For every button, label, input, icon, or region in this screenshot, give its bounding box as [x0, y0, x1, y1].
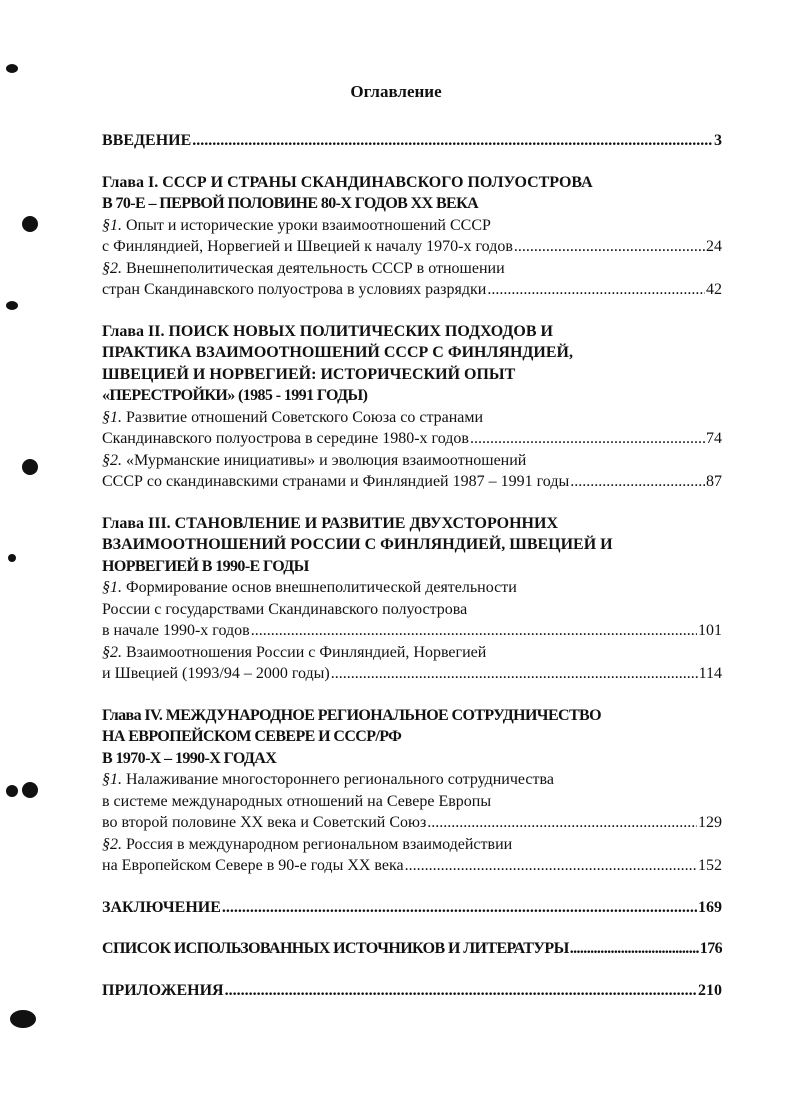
section-title: Скандинавского полуострова в середине 1980-х годов	[102, 430, 469, 447]
leader-dots	[487, 279, 705, 301]
section-title: с Финляндией, Норвегией и Швецией к началу 1970-х годов	[102, 238, 513, 255]
leader-dots	[570, 471, 705, 493]
leader-dots	[405, 855, 697, 877]
chapter-heading-cont[interactable]: НОРВЕГИЕЙ В 1990-Е ГОДЫ	[102, 557, 309, 575]
toc-entry-section[interactable]	[102, 236, 722, 258]
section-line	[102, 642, 722, 664]
section-mark: §1.	[102, 216, 122, 234]
chapter-heading[interactable]: Глава IV. МЕЖДУНАРОДНОЕ РЕГИОНАЛЬНОЕ СОТРУДНИЧЕСТВО	[102, 706, 601, 724]
leader-dots	[470, 428, 705, 450]
section-line	[102, 450, 722, 472]
toc-entry-section[interactable]	[102, 855, 722, 877]
toc-entry-section[interactable]	[102, 620, 722, 642]
section-line	[102, 215, 722, 237]
section-title[interactable]: Опыт и исторические уроки взаимоотношений СССР	[126, 216, 491, 234]
section-title: на Европейском Севере в 90-е годы ХХ века	[102, 857, 404, 874]
page-number: 114	[698, 665, 722, 682]
page-number: 42	[706, 281, 722, 298]
leader-dots	[427, 812, 697, 834]
leader-dots	[514, 236, 705, 258]
section-mark: §2.	[102, 259, 122, 277]
chapter-2	[102, 321, 722, 493]
section-line	[102, 407, 722, 429]
section-mark: §1.	[102, 771, 122, 788]
page-number: 152	[698, 857, 722, 874]
section-mark: §2.	[102, 451, 122, 469]
hole-punch	[22, 782, 38, 798]
toc-entry-appendix[interactable]	[102, 980, 722, 1002]
leader-dots	[225, 980, 697, 1002]
toc-entry-section[interactable]	[102, 428, 722, 450]
chapter-3	[102, 513, 722, 685]
toc-entry-conclusion[interactable]	[102, 897, 722, 919]
section-title: стран Скандинавского полуострова в условиях разрядки	[102, 281, 487, 298]
section-mark: §2.	[102, 643, 122, 661]
scan-mark	[6, 301, 18, 310]
chapter-heading-cont[interactable]: ШВЕЦИЕЙ И НОРВЕГИЕЙ: ИСТОРИЧЕСКИЙ ОПЫТ	[102, 365, 516, 383]
page-title: Оглавление	[350, 82, 442, 101]
section-title[interactable]: Налаживание многостороннего регионального сотрудничества	[126, 771, 554, 788]
entry-label: ВВЕДЕНИЕ	[102, 132, 192, 149]
page-number: 87	[706, 473, 722, 490]
toc-entry-section[interactable]	[102, 279, 722, 301]
chapter-1	[102, 172, 722, 301]
hole-punch	[22, 459, 38, 475]
hole-punch	[22, 216, 38, 232]
chapter-heading-cont[interactable]: «ПЕРЕСТРОЙКИ» (1985 - 1991 ГОДЫ)	[102, 387, 368, 404]
section-mark: §1.	[102, 579, 122, 596]
section-title: в начале 1990-х годов	[102, 622, 250, 639]
scan-mark	[10, 1010, 36, 1028]
page-number: 24	[706, 238, 722, 255]
chapter-4	[102, 705, 722, 877]
leader-dots	[331, 663, 698, 685]
leader-dots	[222, 897, 697, 919]
toc-entry-sources[interactable]	[102, 938, 722, 960]
section-title: и Швецией (1993/94 – 2000 годы)	[102, 665, 330, 682]
chapter-heading[interactable]: Глава II. ПОИСК НОВЫХ ПОЛИТИЧЕСКИХ ПОДХОДОВ И	[102, 322, 553, 340]
section-line	[102, 769, 722, 791]
page-number: 3	[714, 132, 722, 149]
toc-entry-introduction[interactable]	[102, 130, 722, 152]
toc-entry-section[interactable]	[102, 663, 722, 685]
leader-dots	[251, 620, 697, 642]
section-mark: §1.	[102, 408, 122, 426]
entry-label: ПРИЛОЖЕНИЯ	[102, 981, 224, 999]
section-title[interactable]: Взаимоотношения России с Финляндией, Норвегией	[126, 643, 487, 661]
section-title: России с государствами Скандинавского полуострова	[102, 600, 468, 618]
scan-mark	[6, 64, 18, 73]
entry-label: ЗАКЛЮЧЕНИЕ	[102, 898, 221, 916]
scan-mark	[6, 785, 18, 797]
page-number: 74	[706, 430, 722, 447]
chapter-heading[interactable]: Глава III. СТАНОВЛЕНИЕ И РАЗВИТИЕ ДВУХСТОРОННИХ	[102, 514, 558, 532]
chapter-heading-cont[interactable]: НА ЕВРОПЕЙСКОМ СЕВЕРЕ И СССР/РФ	[102, 728, 402, 745]
page-number: 169	[698, 898, 722, 916]
section-title[interactable]: Внешнеполитическая деятельность СССР в отношении	[126, 259, 505, 277]
leader-dots	[192, 130, 713, 152]
chapter-heading-cont[interactable]: В 70-Е – ПЕРВОЙ ПОЛОВИНЕ 80-Х ГОДОВ ХХ ВЕКА	[102, 195, 479, 212]
page-number: 210	[698, 981, 722, 999]
section-title[interactable]: Формирование основ внешнеполитической деятельности	[126, 579, 517, 596]
table-of-contents	[102, 130, 722, 1001]
scan-mark	[8, 554, 16, 562]
section-title: во второй половине ХХ века и Советский Союз	[102, 814, 427, 831]
section-title: в системе международных отношений на Севере Европы	[102, 792, 492, 810]
section-title: СССР со скандинавскими странами и Финляндией 1987 – 1991 годы	[102, 473, 570, 490]
toc-entry-section[interactable]	[102, 471, 722, 493]
section-line	[102, 258, 722, 280]
section-title[interactable]: Россия в международном региональном взаимодействии	[126, 835, 513, 853]
entry-label: СПИСОК ИСПОЛЬЗОВАННЫХ ИСТОЧНИКОВ И ЛИТЕРАТУРЫ	[102, 940, 569, 957]
section-title[interactable]: Развитие отношений Советского Союза со странами	[126, 408, 484, 426]
section-line	[102, 577, 722, 599]
section-line	[102, 599, 722, 621]
section-title[interactable]: «Мурманские инициативы» и эволюция взаимоотношений	[126, 451, 527, 469]
leader-dots	[570, 938, 699, 960]
page-number: 101	[698, 622, 722, 639]
page-number: 129	[698, 814, 722, 831]
section-line	[102, 834, 722, 856]
page-number: 176	[699, 940, 722, 957]
chapter-heading-cont[interactable]: ВЗАИМООТНОШЕНИЙ РОССИИ С ФИНЛЯНДИЕЙ, ШВЕЦИЕЙ И	[102, 536, 613, 553]
chapter-heading-cont[interactable]: ПРАКТИКА ВЗАИМООТНОШЕНИЙ СССР С ФИНЛЯНДИЕЙ,	[102, 344, 573, 361]
chapter-heading[interactable]: Глава I. СССР И СТРАНЫ СКАНДИНАВСКОГО ПОЛУОСТРОВА	[102, 173, 593, 191]
toc-entry-section[interactable]	[102, 812, 722, 834]
chapter-heading-cont[interactable]: В 1970-Х – 1990-Х ГОДАХ	[102, 749, 277, 767]
section-mark: §2.	[102, 835, 122, 853]
section-line	[102, 791, 722, 813]
